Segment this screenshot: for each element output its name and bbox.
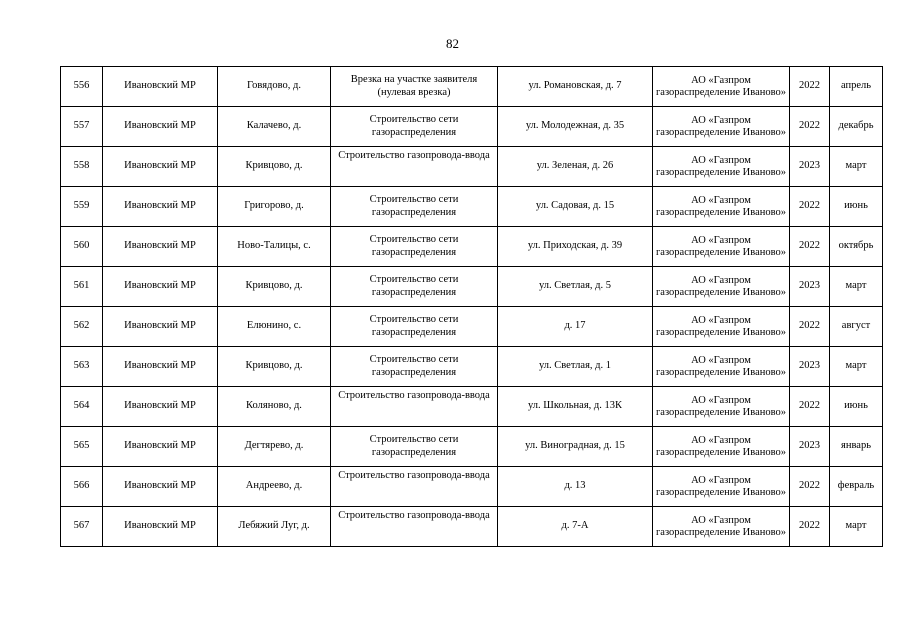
locality-cell: Ново-Талицы, с.: [218, 227, 331, 267]
district-cell: Ивановский МР: [103, 187, 218, 227]
table-row: [61, 307, 883, 347]
organization-cell: АО «Газпром газораспределение Иваново»: [653, 67, 790, 107]
work-type-cell: Строительство газопровода-ввода: [331, 467, 498, 507]
month-cell: июнь: [830, 187, 883, 227]
address-cell: ул. Светлая, д. 5: [498, 267, 653, 307]
locality-cell: Елюнино, с.: [218, 307, 331, 347]
district-cell: Ивановский МР: [103, 347, 218, 387]
locality-cell: Кривцово, д.: [218, 147, 331, 187]
row-number-cell: 561: [61, 267, 103, 307]
district-cell: Ивановский МР: [103, 467, 218, 507]
work-type-cell: Строительство газопровода-ввода: [331, 507, 498, 547]
row-number-cell: 567: [61, 507, 103, 547]
work-type-cell: Строительство сети газораспределения: [331, 307, 498, 347]
locality-cell: Григорово, д.: [218, 187, 331, 227]
table-row: [61, 427, 883, 467]
month-cell: декабрь: [830, 107, 883, 147]
row-number-cell: 556: [61, 67, 103, 107]
work-type-cell: Строительство сети газораспределения: [331, 227, 498, 267]
year-cell: 2022: [790, 67, 830, 107]
row-number-cell: 565: [61, 427, 103, 467]
year-cell: 2022: [790, 387, 830, 427]
month-cell: октябрь: [830, 227, 883, 267]
locality-cell: Лебяжий Луг, д.: [218, 507, 331, 547]
address-cell: ул. Садовая, д. 15: [498, 187, 653, 227]
address-cell: ул. Светлая, д. 1: [498, 347, 653, 387]
district-cell: Ивановский МР: [103, 67, 218, 107]
table-row: [61, 467, 883, 507]
district-cell: Ивановский МР: [103, 147, 218, 187]
row-number-cell: 562: [61, 307, 103, 347]
organization-cell: АО «Газпром газораспределение Иваново»: [653, 147, 790, 187]
address-cell: д. 7-А: [498, 507, 653, 547]
district-cell: Ивановский МР: [103, 267, 218, 307]
year-cell: 2022: [790, 187, 830, 227]
table-row: [61, 147, 883, 187]
table-row: [61, 347, 883, 387]
table-row: [61, 227, 883, 267]
year-cell: 2023: [790, 427, 830, 467]
address-cell: ул. Романовская, д. 7: [498, 67, 653, 107]
locality-cell: Кривцово, д.: [218, 347, 331, 387]
organization-cell: АО «Газпром газораспределение Иваново»: [653, 467, 790, 507]
year-cell: 2022: [790, 467, 830, 507]
locality-cell: Дегтярево, д.: [218, 427, 331, 467]
district-cell: Ивановский МР: [103, 387, 218, 427]
year-cell: 2023: [790, 347, 830, 387]
page-number: 82: [446, 36, 459, 51]
district-cell: Ивановский МР: [103, 107, 218, 147]
address-cell: д. 17: [498, 307, 653, 347]
row-number-cell: 559: [61, 187, 103, 227]
district-cell: Ивановский МР: [103, 227, 218, 267]
organization-cell: АО «Газпром газораспределение Иваново»: [653, 347, 790, 387]
address-cell: д. 13: [498, 467, 653, 507]
month-cell: февраль: [830, 467, 883, 507]
organization-cell: АО «Газпром газораспределение Иваново»: [653, 507, 790, 547]
year-cell: 2022: [790, 107, 830, 147]
organization-cell: АО «Газпром газораспределение Иваново»: [653, 187, 790, 227]
table-row: [61, 107, 883, 147]
organization-cell: АО «Газпром газораспределение Иваново»: [653, 267, 790, 307]
locality-cell: Кривцово, д.: [218, 267, 331, 307]
row-number-cell: 564: [61, 387, 103, 427]
table-row: [61, 267, 883, 307]
work-type-cell: Строительство сети газораспределения: [331, 267, 498, 307]
work-type-cell: Строительство сети газораспределения: [331, 347, 498, 387]
month-cell: март: [830, 507, 883, 547]
table-row: [61, 67, 883, 107]
table-row: [61, 187, 883, 227]
work-type-cell: Врезка на участке заявителя (нулевая врезка): [331, 67, 498, 107]
address-cell: ул. Приходская, д. 39: [498, 227, 653, 267]
gasification-plan-table: [60, 66, 883, 547]
locality-cell: Калачево, д.: [218, 107, 331, 147]
month-cell: апрель: [830, 67, 883, 107]
year-cell: 2022: [790, 227, 830, 267]
month-cell: март: [830, 147, 883, 187]
table-row: [61, 387, 883, 427]
organization-cell: АО «Газпром газораспределение Иваново»: [653, 107, 790, 147]
address-cell: ул. Школьная, д. 13К: [498, 387, 653, 427]
row-number-cell: 560: [61, 227, 103, 267]
work-type-cell: Строительство сети газораспределения: [331, 107, 498, 147]
work-type-cell: Строительство газопровода-ввода: [331, 147, 498, 187]
locality-cell: Говядово, д.: [218, 67, 331, 107]
year-cell: 2023: [790, 147, 830, 187]
locality-cell: Андреево, д.: [218, 467, 331, 507]
address-cell: ул. Виноградная, д. 15: [498, 427, 653, 467]
month-cell: август: [830, 307, 883, 347]
table-body: [61, 67, 883, 547]
district-cell: Ивановский МР: [103, 427, 218, 467]
district-cell: Ивановский МР: [103, 307, 218, 347]
row-number-cell: 557: [61, 107, 103, 147]
row-number-cell: 566: [61, 467, 103, 507]
organization-cell: АО «Газпром газораспределение Иваново»: [653, 427, 790, 467]
year-cell: 2023: [790, 267, 830, 307]
year-cell: 2022: [790, 507, 830, 547]
row-number-cell: 558: [61, 147, 103, 187]
organization-cell: АО «Газпром газораспределение Иваново»: [653, 387, 790, 427]
month-cell: март: [830, 267, 883, 307]
organization-cell: АО «Газпром газораспределение Иваново»: [653, 307, 790, 347]
address-cell: ул. Молодежная, д. 35: [498, 107, 653, 147]
organization-cell: АО «Газпром газораспределение Иваново»: [653, 227, 790, 267]
work-type-cell: Строительство сети газораспределения: [331, 187, 498, 227]
table-row: [61, 507, 883, 547]
address-cell: ул. Зеленая, д. 26: [498, 147, 653, 187]
work-type-cell: Строительство газопровода-ввода: [331, 387, 498, 427]
month-cell: март: [830, 347, 883, 387]
locality-cell: Коляново, д.: [218, 387, 331, 427]
district-cell: Ивановский МР: [103, 507, 218, 547]
year-cell: 2022: [790, 307, 830, 347]
month-cell: июнь: [830, 387, 883, 427]
work-type-cell: Строительство сети газораспределения: [331, 427, 498, 467]
month-cell: январь: [830, 427, 883, 467]
row-number-cell: 563: [61, 347, 103, 387]
